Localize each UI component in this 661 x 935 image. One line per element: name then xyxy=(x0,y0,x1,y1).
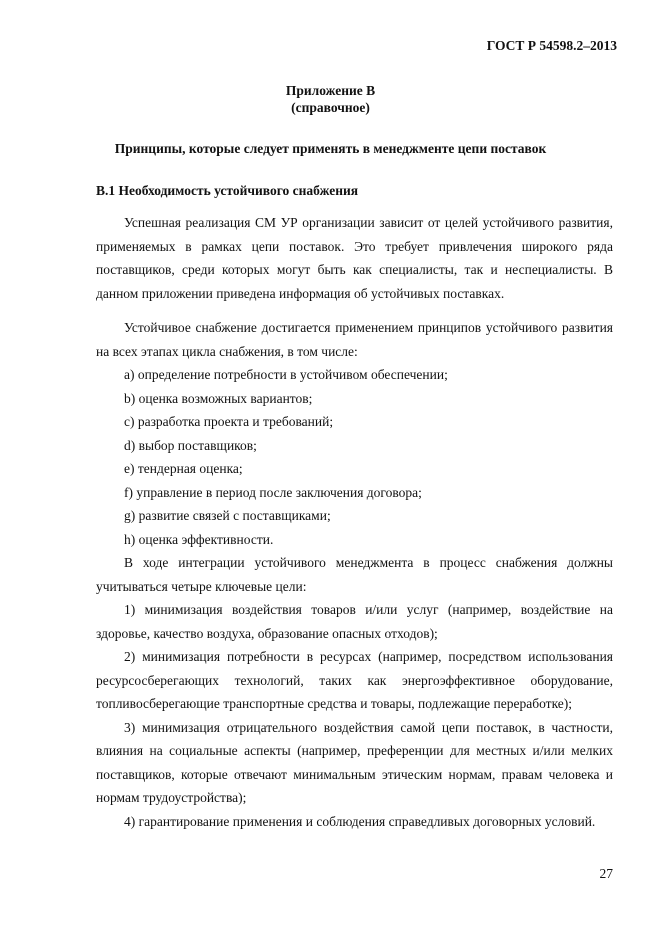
page-number: 27 xyxy=(599,866,613,881)
annex-main-title: Принципы, которые следует применять в менеджменте цепи поставок xyxy=(114,141,547,156)
section-heading: В.1 Необходимость устойчивого снабжения xyxy=(96,183,359,198)
list-item: e) тендерная оценка; xyxy=(124,461,243,476)
goal-item: 1) минимизация воздействия товаров и/или услуг (например, воздействие на здоровье, качество воздуха, образование опасных отходов); xyxy=(96,602,613,641)
goal-item: 3) минимизация отрицательного воздействия самой цепи поставок, в частности, влияния на социальные аспекты (например, преференции для местных и/или мелких поставщиков, которые отвечают минимальным этическим нормам, правам человека и нормам трудоустройства); xyxy=(96,719,613,805)
list-item: b) оценка возможных вариантов; xyxy=(124,390,313,406)
annex-heading xyxy=(0,82,661,116)
annex-title: Приложение В xyxy=(285,83,376,98)
paragraph-2: Устойчивое снабжение достигается применением принципов устойчивого развития на всех этапах цикла снабжения, в том числе: xyxy=(96,320,613,359)
list-item: a) определение потребности в устойчивом обеспечении; xyxy=(124,367,448,382)
list-item: g) развитие связей с поставщиками; xyxy=(124,508,331,523)
annex-subtitle: (справочное) xyxy=(291,100,370,115)
standard-code: ГОСТ Р 54598.2–2013 xyxy=(486,38,617,53)
paragraph-1: Успешная реализация СМ УР организации зависит от целей устойчивого развития, применяемых в рамках цепи поставок. Это требует привлечения широкого ряда поставщиков, среди которых могут быть как специалисты, так и неспециалисты. В данном приложении приведена информация об устойчивых поставках. xyxy=(96,215,613,301)
goals-intro: В ходе интеграции устойчивого менеджмента в процесс снабжения должны учитываться четыре ключевые цели: xyxy=(96,555,613,594)
body-text xyxy=(96,211,613,833)
list-item: f) управление в период после заключения договора; xyxy=(124,484,422,500)
list-item: d) выбор поставщиков; xyxy=(124,437,257,453)
goal-item: 4) гарантирование применения и соблюдения справедливых договорных условий. xyxy=(124,813,596,829)
goal-item: 2) минимизация потребности в ресурсах (например, посредством использования ресурсосберегающих технологий, таких как энергоэффективное оборудование, топливосберегающие транспортные средства и товары, подлежащие переработке); xyxy=(96,649,613,711)
list-item: c) разработка проекта и требований; xyxy=(124,414,334,429)
stages-list xyxy=(96,363,613,551)
list-item: h) оценка эффективности. xyxy=(124,531,274,547)
